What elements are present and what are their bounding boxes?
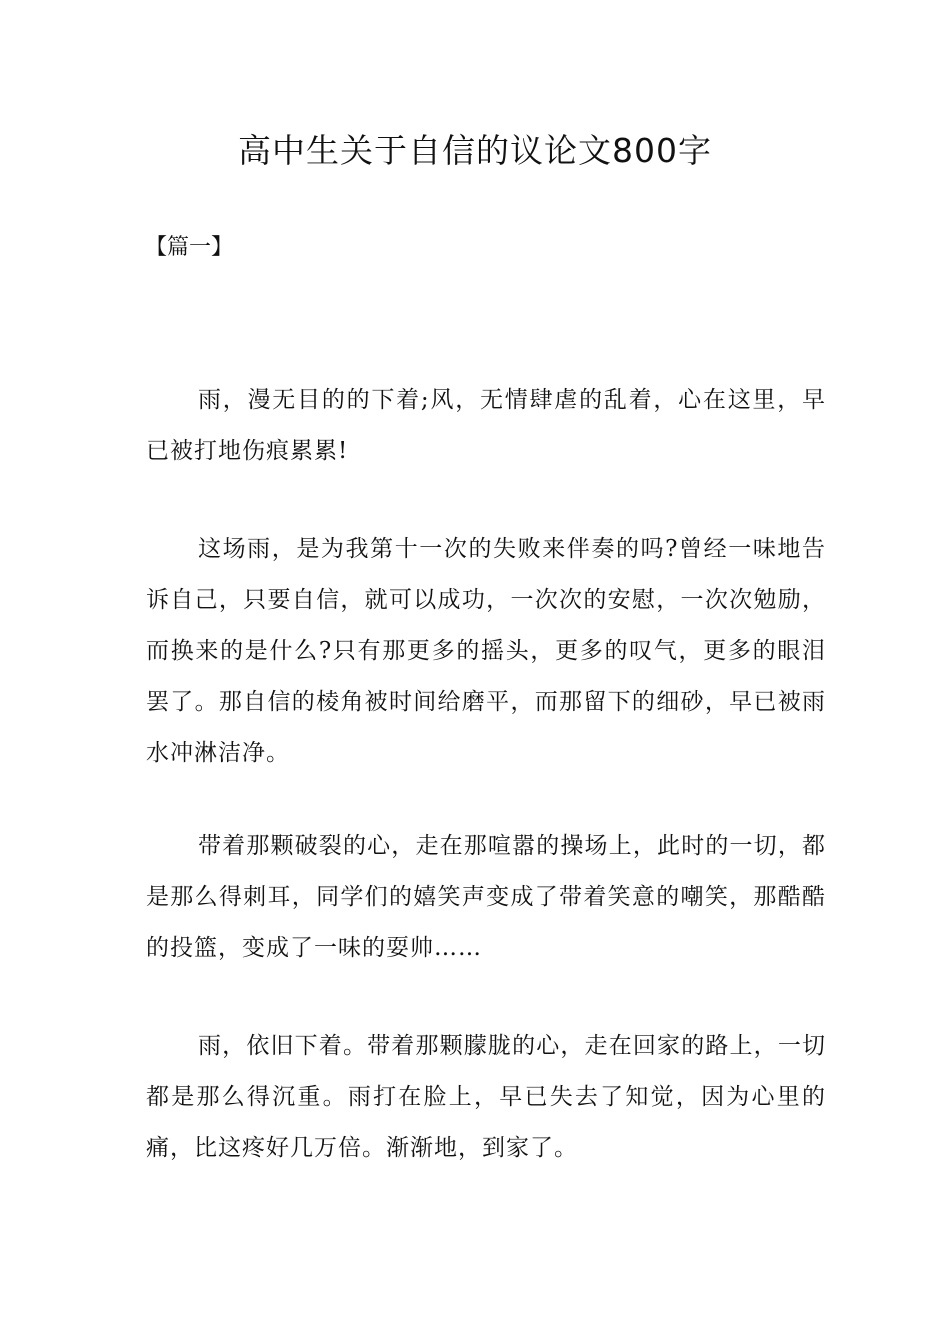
paragraph: 雨，漫无目的的下着;风，无情肆虐的乱着，心在这里，早已被打地伤痕累累! bbox=[146, 387, 826, 464]
paragraph: 雨，依旧下着。带着那颗朦胧的心，走在回家的路上，一切都是那么得沉重。雨打在脸上，早已失去了知觉，因为心里的痛，比这疼好几万倍。渐渐地，到家了。 bbox=[146, 1033, 826, 1161]
paragraph: 这场雨，是为我第十一次的失败来伴奏的吗?曾经一味地告诉自己，只要自信，就可以成功，一次次的安慰，一次次勉励，而换来的是什么?只有那更多的摇头，更多的叹气，更多的眼泪罢了。那自信的棱角被时间给磨平，而那留下的细砂，早已被雨水冲淋洁净。 bbox=[146, 536, 826, 766]
paragraph-block bbox=[146, 524, 826, 779]
paragraph-block bbox=[146, 375, 826, 477]
paragraph-block bbox=[146, 821, 826, 974]
document-title: 高中生关于自信的议论文800字 bbox=[238, 131, 712, 170]
paragraph: 带着那颗破裂的心，走在那喧嚣的操场上，此时的一切，都是那么得刺耳，同学们的嬉笑声变成了带着笑意的嘲笑，那酷酷的投篮，变成了一味的耍帅…… bbox=[146, 833, 826, 961]
section-label: 【篇一】 bbox=[145, 235, 234, 260]
paragraph-block bbox=[146, 1021, 826, 1174]
